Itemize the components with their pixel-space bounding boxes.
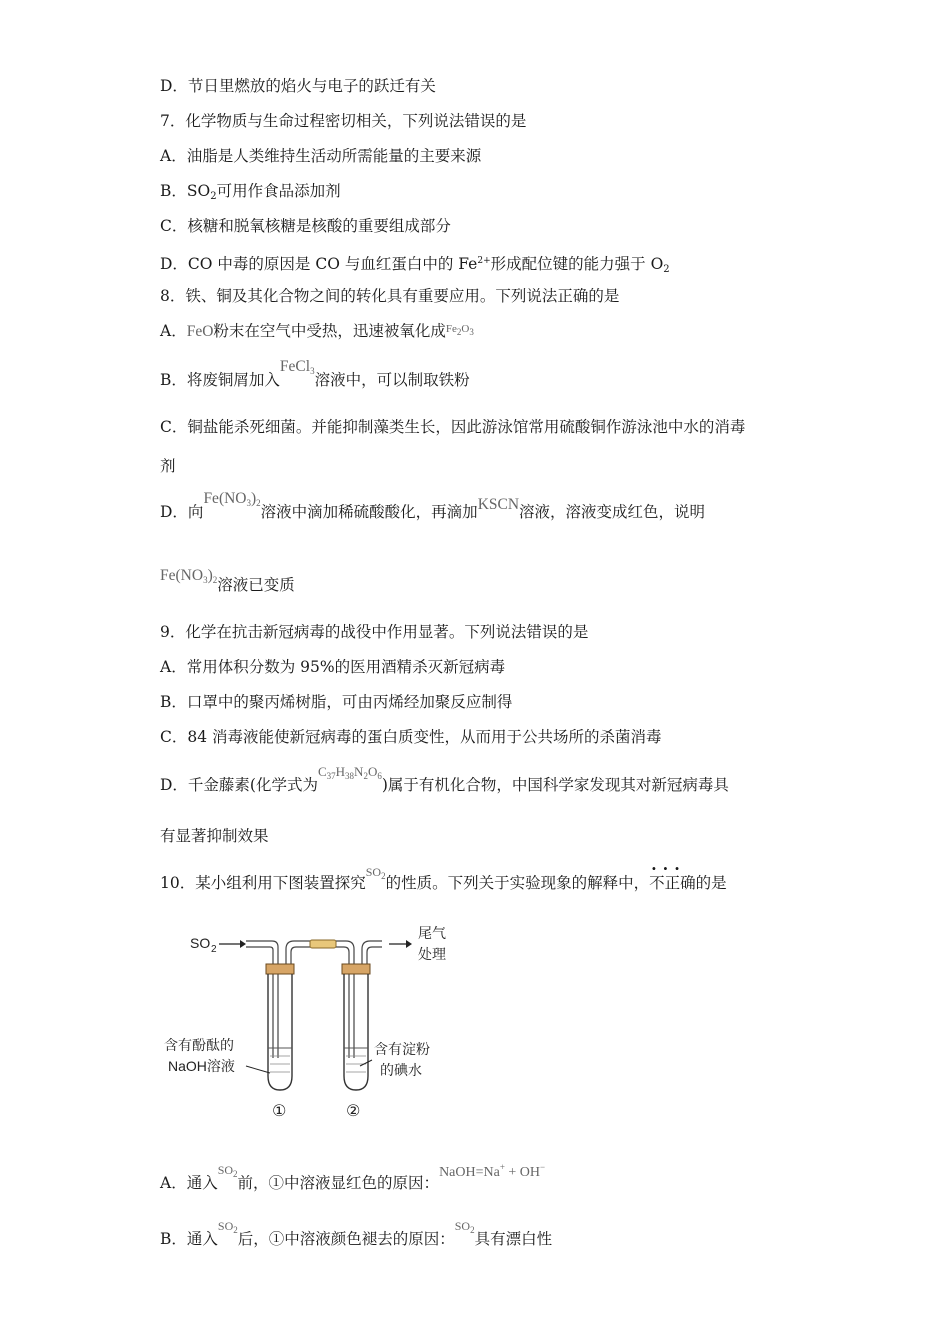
q10-b-pre: B．通入 [160,1230,218,1248]
q10-a-eq-sup1: + [499,1162,505,1172]
q6-option-d: D．节日里燃放的焰火与电子的跃迁有关 [160,77,436,95]
q10-so-sub: 2 [381,871,386,881]
q10-b-so2-sub: 2 [470,1225,475,1235]
q8-option-b [160,358,470,396]
fig-inlet-label: SO [190,935,211,951]
q8-option-a [160,320,474,347]
q8-d-f1-s2: 2 [256,498,261,508]
q10-so: SO [365,865,382,879]
q8-option-d [160,490,706,528]
fig-outlet-label-1: 尾气 [418,925,446,941]
q8-a-formula-fe2o3 [446,318,474,343]
q7-d-sub: 2 [663,264,670,275]
fig-left-label-2: NaOH溶液 [168,1058,235,1074]
q7-option-a: A．油脂是人类维持生活动所需能量的主要来源 [160,147,482,165]
q7-option-d [160,250,670,281]
q10-a-so: SO [217,1163,234,1177]
fig-left-label-1: 含有酚酞的 [164,1037,234,1053]
fig-right-label-2: 的碘水 [380,1062,422,1078]
q7-b-post: 可用作食品添加剂 [216,182,341,200]
q9-d-c: C [317,764,327,779]
q8-d-f1-s1: 3 [246,498,251,508]
q8-b-formula [280,356,315,382]
q8-b-pre: B．将废铜屑加入 [160,371,280,389]
q10-stem-post: 的是 [695,874,727,892]
q8-a-o: O [461,323,470,335]
q8-option-c-line2: 剂 [160,457,176,475]
fig-tube2-in-outer [336,941,354,1058]
q9-option-d-line2: 有显著抑制效果 [160,827,269,845]
fig-right-pointer [360,1060,372,1066]
q10-a-formula [218,1159,238,1185]
fig-test-tube-2 [344,974,368,1090]
q8-d2-formula [160,565,217,591]
q7-d-pre: D．CO 中毒的原因是 CO 与血红蛋白中的 Fe [160,255,478,273]
q9-d-o-sub: 6 [377,771,382,781]
q9-d-c-sub: 37 [326,771,336,781]
fig-outlet-arrowhead [406,940,412,948]
fig-tube-1-label: ① [272,1103,287,1120]
q10-stem-mid: 的性质。下列关于实验现象的解释中， [385,874,650,892]
q9-option-d [160,764,729,801]
q10-a-equation [439,1156,545,1184]
q9-d-n-sub: 2 [363,771,368,781]
q10-b-mid: 后，①中溶液颜色褪去的原因： [237,1230,455,1248]
q10-a-mid: 前，①中溶液显红色的原因： [237,1174,440,1192]
q10-stem-formula [366,861,386,887]
q9-d-formula [318,761,382,787]
q8-d-formula-fe-no3 [203,488,260,514]
q7-b-sub: 2 [210,191,217,202]
q8-stem: 8．铁、铜及其化合物之间的转化具有重要应用。下列说法正确的是 [160,287,620,305]
q8-b-post: 溶液中，可以制取铁粉 [314,371,470,389]
q10-stem-emphasis: · · · 不正确 [649,872,696,894]
q8-a-formula-feo: FeO [186,323,214,340]
q10-b-formula [218,1215,238,1241]
q8-b-fecl-sub: 3 [310,366,315,376]
q10-b-post: 具有漂白性 [474,1230,553,1248]
q9-d-h: H [335,764,346,779]
q9-option-b: B．口罩中的聚丙烯树脂，可由丙烯经加聚反应制得 [160,693,513,711]
fig-left-pointer [246,1066,270,1073]
fig-inlet-sub: 2 [211,944,217,955]
q10-b-so-sub: 2 [233,1225,238,1235]
q8-a-o-sub: 3 [469,327,474,337]
q7-d-mid: 形成配位键的能力强于 O [490,255,664,273]
q8-d-pre: D．向 [160,503,204,521]
q7-option-b [160,180,341,208]
fig-stopper-1 [266,964,294,974]
q8-d-formula-kscn: KSCN [477,496,520,513]
q8-d-f1-close: ) [251,490,257,507]
q10-stem-pre: 10．某小组利用下图装置探究 [160,874,366,892]
fig-rubber-connector [310,940,336,948]
q10-b-so: SO [217,1219,234,1233]
q9-d-h-sub: 38 [345,771,355,781]
q9-d-o: O [367,764,378,779]
q8-d2-f: Fe(NO [160,567,204,584]
q7-b-pre: B．SO [160,182,211,200]
fig-right-label-1: 含有淀粉 [374,1041,430,1057]
q7-option-c: C．核糖和脱氧核糖是核酸的重要组成部分 [160,217,451,235]
q10-a-eq-left: NaOH=Na [439,1165,500,1180]
q8-a-mid: 粉末在空气中受热，迅速被氧化成 [213,322,446,340]
q8-d2-s2: 2 [212,575,218,585]
q8-a-pre: A． [160,322,187,340]
q8-b-fecl: FeCl [279,358,311,375]
q10-stem [160,865,727,899]
q10-a-eq-mid: + OH [504,1165,541,1180]
q10-option-a [160,1162,546,1199]
q9-d-pre: D．千金藤素(化学式为 [160,776,318,794]
fig-test-tube-1 [268,974,292,1090]
q8-d-mid: 溶液中滴加稀硫酸酸化，再滴加 [260,503,478,521]
q9-d-post: )属于有机化合物，中国科学家发现其对新冠病毒具 [381,776,729,794]
q10-a-so-sub: 2 [233,1169,238,1179]
q10-a-eq-sup2: − [540,1162,546,1172]
q9-stem: 9．化学在抗击新冠病毒的战役中作用显著。下列说法错误的是 [160,623,589,641]
q8-a-fe: Fe [445,323,457,335]
q7-stem: 7．化学物质与生命过程密切相关，下列说法错误的是 [160,112,527,130]
q8-a-fe-sub: 2 [456,327,462,337]
q8-d-post: 溶液，溶液变成红色，说明 [519,503,706,521]
apparatus-diagram [160,918,480,1128]
fig-inlet-arrowhead [240,940,246,948]
fig-tube-2-label: ② [346,1103,361,1120]
fig-stopper-2 [342,964,370,974]
q8-d2-post: 溶液已变质 [217,576,295,594]
q8-d-f1: Fe(NO [203,490,247,507]
q9-option-c: C．84 消毒液能使新冠病毒的蛋白质变性，从而用于公共场所的杀菌消毒 [160,728,662,746]
q7-d-sup: 2+ [477,256,491,266]
q10-b-formula-2 [455,1215,475,1241]
q8-option-d-line2 [160,567,295,601]
q10-a-pre: A．通入 [160,1174,218,1192]
q8-option-c-line1: C．铜盐能杀死细菌。并能抑制藻类生长，因此游泳馆常用硫酸铜作游泳池中水的消毒 [160,418,746,436]
q8-d2-close: ) [207,567,213,584]
q8-d2-s1: 3 [203,575,208,585]
q9-d-n: N [354,764,364,779]
q10-b-so2: SO [454,1219,471,1233]
q10-option-b [160,1219,553,1255]
q9-option-a: A．常用体积分数为 95%的医用酒精杀灭新冠病毒 [160,658,506,676]
fig-outlet-label-2: 处理 [418,946,446,962]
